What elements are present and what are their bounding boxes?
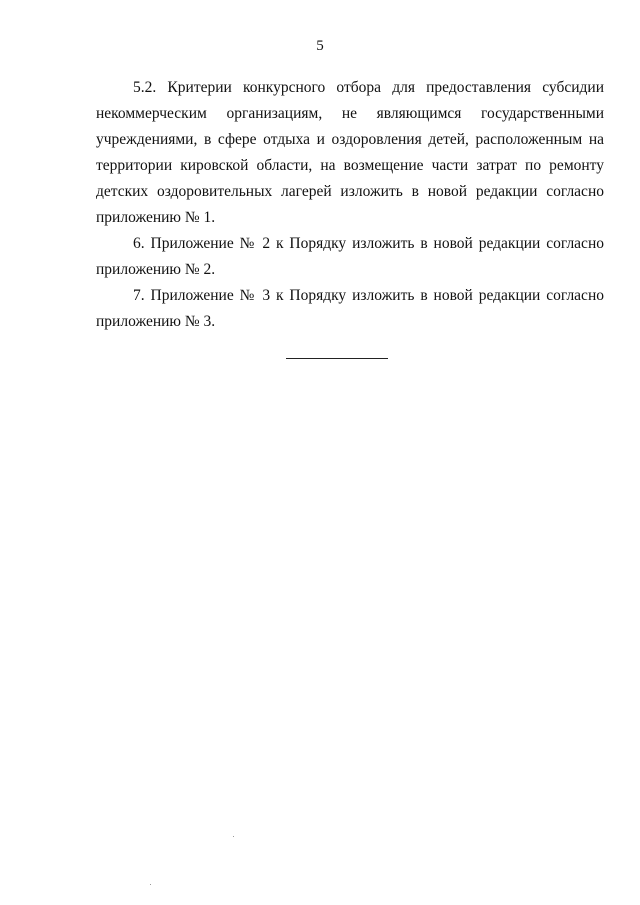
page-number: 5 [316,38,324,54]
paragraph-7: 7. Приложение № 3 к Порядку изложить в новой редакции согласно приложению № 3. [96,287,604,330]
paragraph-6: 6. Приложение № 2 к Порядку изложить в новой редакции согласно приложению № 2. [96,235,604,278]
scan-speck [233,836,234,837]
scan-speck [150,884,151,885]
paragraph-5-2: 5.2. Критерии конкурсного отбора для предоставления субсидии некоммерческим организациям, не являющимся государственными учреждениями, в сфере отдыха и оздоровления детей, расположенным на территории кировской области, на возмещение части затрат по ремонту детских оздоровительных лагерей изложить в новой редакции согласно приложению № 1. [96,79,604,226]
document-body [96,75,604,335]
end-divider-line [286,358,388,359]
